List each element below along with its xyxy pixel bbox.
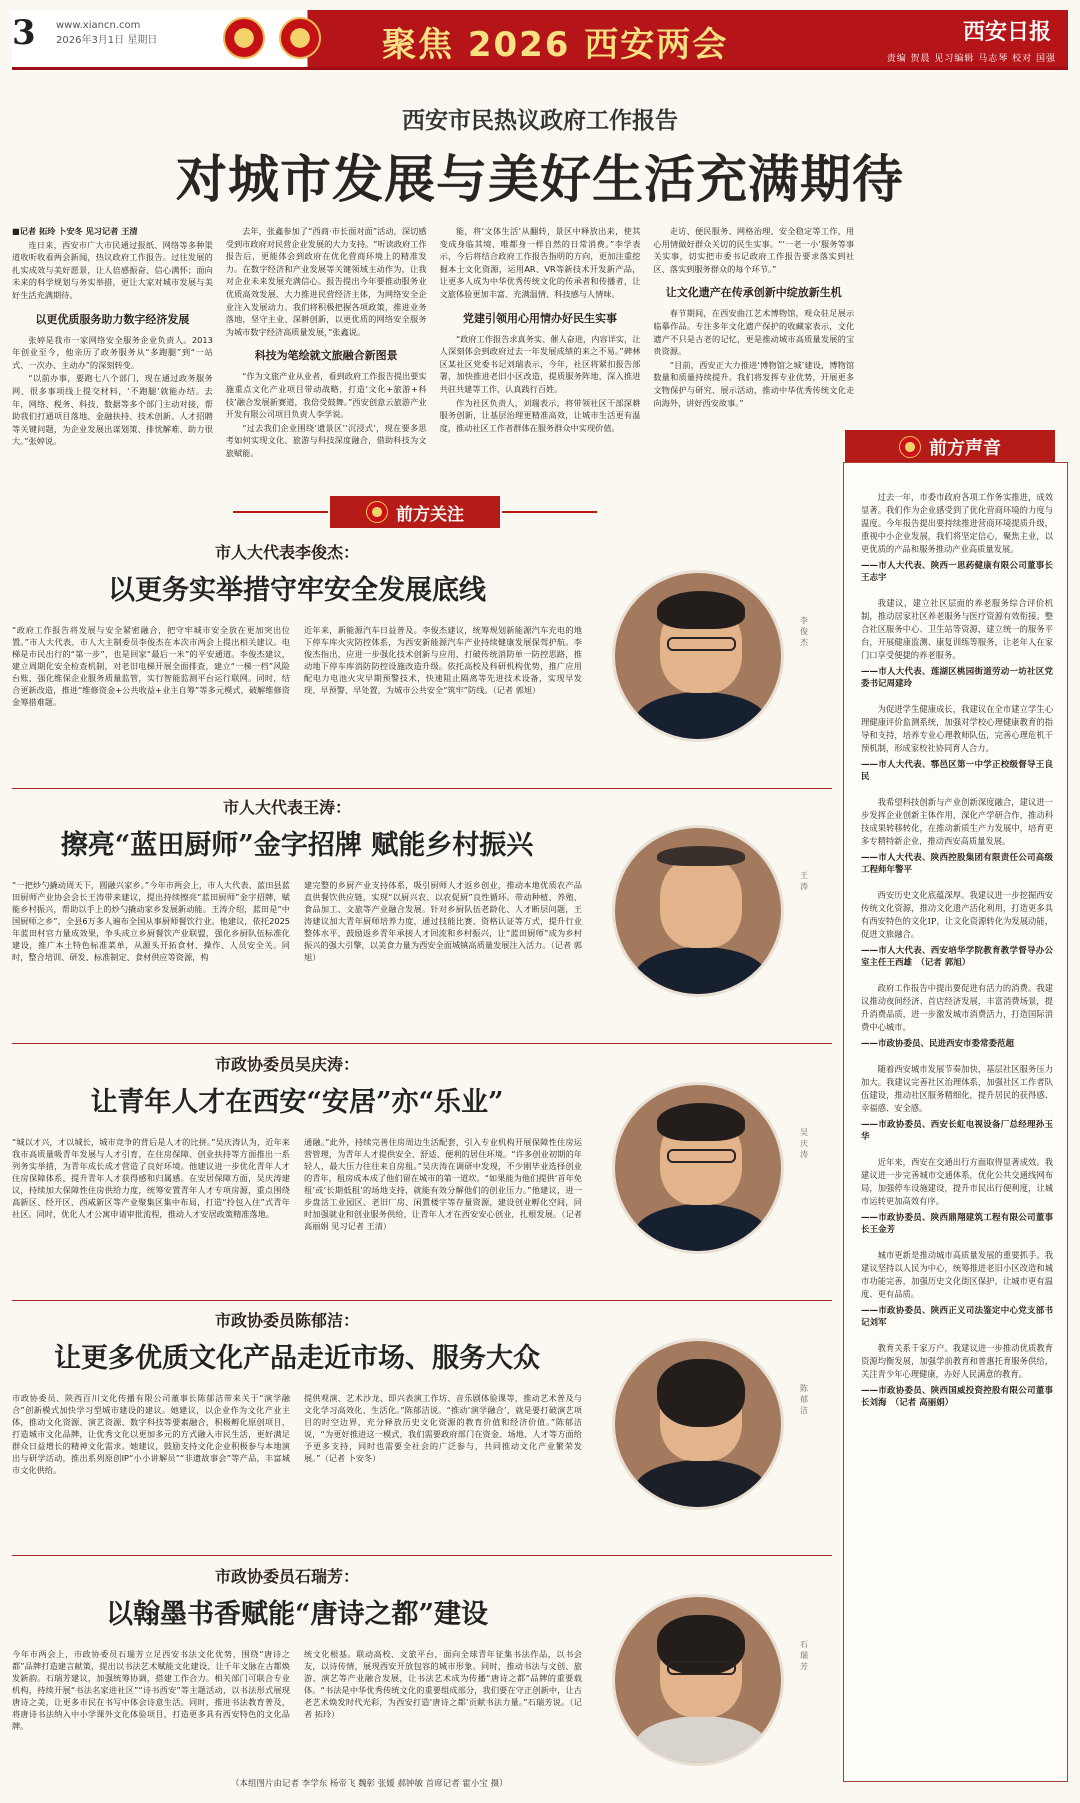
lead-paragraph: 走访、便民服务、网格治理、安全稳定等工作，用心用情做好群众关切的民生实事。“‘一老一小’服务等事关实事，切实把市委书记政府工作报告要求落实到社区、落实到服务群众的每个环节。” bbox=[653, 226, 855, 274]
voice-text: 随着西安城市发展节奏加快，基层社区服务压力加大。我建议完善社区治理体系，加强社区工作者队伍建设，推动社区服务精细化，提升居民的获得感、幸福感、安全感。 bbox=[861, 1064, 1053, 1113]
voice-item bbox=[861, 703, 1053, 783]
story-body: “政府工作报告将发展与安全紧密融合，把守牢城市安全放在更加突出位置。”市人大代表、市人大主制委员李俊杰在本次市两会上提出相关建议。电梯是市民出行的“第一步”，也是回家“最后一米”的平安通道。李俊杰建议，建立周期化安全检查机制，对老旧电梯开展全面排查，建立“一梯一档”风险台账，强化维保企业服务质量监管，实行智能监测平台运行联网。同时，结合更新改造，推进“维修资金+公共收益+业主自筹”等多元模式，破解维修资金筹措难题。 bbox=[12, 625, 290, 707]
story-body: 市政协委员、陕西百川文化传播有限公司董事长陈郁洁带来关于“演学融合”创新模式加快学习型城市建设的建议。她建议，以企业作为文化产业主体，推动文化资源、演艺资源、数字科技等要素融合，积极孵化原创项目，打造城市文化品牌，让优秀文化以更加多元的方式融入市民生活，更好满足群众日益增长的精神文化需求。她建议，鼓励支持文化企业积极参与本地演出与研学活动，推出系列原创IP“小小讲解员”“非遗故事会”等产品，丰富城市文化供给。 bbox=[12, 1393, 290, 1475]
cppcc-emblem-icon bbox=[279, 17, 321, 59]
story-body: “城以才兴，才以城长，城市竞争的背后是人才的比拼。”吴庆涛认为，近年来我市高质量吸青年发展与人才引育，在住房保障、创业扶持等方面推出一系列务实举措，为青年成长成才营造了良好环境。他建议进一步优化青年人才住房保障体系，提升青年人才获得感和归属感。在安居保障方面，吴庆涛建议，持续加大保障性住房供给力度，统筹安置青年人才专项房源，重点围绕高新区、经开区、西咸新区等产业聚集区集中布局，打造“拎包入住”式青年社区。同时，优化人才公寓申请审批流程，推动人才安居政策精准落地。 bbox=[12, 1137, 290, 1219]
page-number: 3 bbox=[12, 13, 36, 53]
story-card bbox=[12, 1564, 832, 1803]
story-headline: 以更务实举措守牢安全发展底线 bbox=[108, 575, 486, 606]
story-kicker: 市政协委员石瑞芳： bbox=[214, 1567, 359, 1586]
story-headline: 让青年人才在西安“安居”亦“乐业” bbox=[90, 1087, 504, 1118]
section-heading: 让文化遗产在传承创新中绽放新生机 bbox=[665, 286, 842, 300]
voice-text: 近年来，西安在交通出行方面取得显著成效。我建议进一步完善城市交通体系，优化公共交通线网布局，加强停车设施建设，提升市民出行便利度，让城市运转更加高效有序。 bbox=[861, 1157, 1053, 1206]
voices-panel bbox=[843, 462, 1068, 1782]
story-kicker: 市政协委员陈郁洁： bbox=[214, 1311, 359, 1330]
voice-item bbox=[861, 1249, 1053, 1329]
story-separator bbox=[12, 1043, 832, 1044]
voice-item bbox=[861, 597, 1053, 690]
story-body: “一把炒勺撬动周天下，圆融兴家乡。”今年市两会上，市人大代表、蓝田县蓝田厨师产业协会会长王涛带来建议，提出持续擦亮“蓝田厨师”金字招牌，赋能乡村振兴，帮助以手上的炒勺撬动家乡发展新动能。王涛介绍，蓝田是“中国厨师之乡”，全县6万多人遍布全国从事厨师餐饮行业。他建议，依托2025年蓝田村官力量成效果，争头成立乡厨餐饮产业联盟，强化乡厨队伍标准化建设，推广本土特色标准菜单，从源头开拓食材、操作、人员安全关。同时，整合培训、研发、标准制定、食材供应等资源，构 bbox=[12, 880, 290, 962]
voice-source: ——市人大代表、陕西控股集团有限责任公司高级工程师年警平 bbox=[861, 853, 1053, 875]
lead-paragraph: 春节期间，在西安曲江艺术博物馆，观众驻足展示临摹作品。专注多年文化遗产保护的收藏家表示，文化遗产不只是古老的记忆，更是推动城市高质量发展的宝贵资源。 bbox=[653, 308, 855, 357]
lead-subtitle: 西安市民热议政府工作报告 bbox=[402, 108, 678, 134]
story-body: 近年来，新能源汽车日益普及。李俊杰建议，统筹规划新能源汽车充电的地下停车库火灾防控体系，为西安新能源汽车产业持续健康发展保驾护航。李俊杰指出，应进一步强化技术创新与应用，打破传统消防单一防控思路，推动地下停车库消防防控设施改造升级。依托高校及科研机构优势，推广应用配电力电池火灾早期预警技术，快速阻止隔离等先进技术设备，实现早发现、早预警、早处置，为城市公共安全“筑牢”防线。（记者 郭旭） bbox=[304, 625, 582, 695]
story-card bbox=[12, 540, 832, 790]
lead-paragraph: “以前办事，要跑七八个部门，现在通过政务服务网、很多事项线上提交材料，‘不跑腿’就能办结。去年，网络、税务、科技、数据等多个部门主动对接，帮助我们打通项目落地、金融扶持、技术创新、人才招聘等关键问题，为企业发展出谋划策、排忧解难、助力很大。”张婷说。 bbox=[12, 373, 213, 447]
story-body: 提供观演、艺术沙龙、即兴表演工作坊、音乐剧体验课等，推动艺术普及与文化学习高效化、生活化。”陈郁洁说。“推动‘演学融合’，就是要打破演艺项目的时空边界，充分释放历史文化资源的教育价值和经济价值。”陈郁洁说，“为更好推进这一模式，我们需要政府部门在资金、场地、人才等方面给予更多支持，同时也需要全社会的广泛参与，共同推动文化产业繁荣发展。”（记者 卜安冬） bbox=[304, 1393, 582, 1463]
story-card bbox=[12, 795, 832, 1045]
lead-paragraph: 连日来，西安市广大市民通过报纸、网络等多种渠道收听收看两会新闻，热议政府工作报告。过往发展的扎实成效与美好愿景，让人倍感振奋、信心满怀；面向未来的科学规划与务实举措，更让大家对城市发展与美好生活充满期待。 bbox=[12, 239, 213, 300]
voice-source: ——市人大代表、莲湖区桃园街道劳动一坊社区党委书记周建玲 bbox=[861, 667, 1053, 689]
voice-item bbox=[861, 491, 1053, 584]
voice-text: 西安历史文化底蕴深厚。我建议进一步挖掘西安传统文化资源，推动文化遗产活化利用，打造更多具有西安特色的文化IP，让文化资源转化为发展动能，促进文旅融合。 bbox=[861, 890, 1053, 939]
newspaper-logo: 西安日报 bbox=[962, 19, 1051, 45]
story-kicker: 市政协委员吴庆涛： bbox=[214, 1055, 359, 1074]
story-body: 建完整的乡厨产业支持体系，吸引厨师人才返乡创业，推动本地优质农产品直供餐饮供应链，实现“以厨兴农、以农促厨”良性循环。带动种植、养殖、食品加工、文旅等产业融合发展。针对乡厨队伍老龄化、人才断层问题，王涛建议加大青年厨师培养力度，通过技能比赛、资格认证等方式，提升行业整体水平，鼓励返乡青年承接人才回流和乡村振兴，让“蓝田厨师”成为乡村振兴的强大引擎，以美食力量为西安全面城镇高质量发展注入活力。（记者 郭旭） bbox=[304, 880, 582, 962]
photo-credit: （本组图片由记者 李学东 杨帝飞 魏彰 张媛 郝钟敏 首席记者 霍小宝 摄） bbox=[231, 1779, 508, 1789]
portrait bbox=[612, 825, 784, 997]
section-label-text: 前方声音 bbox=[929, 438, 1001, 459]
voice-source: ——市人大代表、西安培华学院教育教学督导办公室主任王西雄 （记者 郭旭） bbox=[861, 946, 1053, 968]
voice-text: 过去一年，市委市政府各项工作务实推进，成效显著。我们作为企业感受到了优化营商环境的力度与温度。今年报告提出要持续推进营商环境提质升级，重视中小企业发展，我们将坚定信心，聚焦主业，以更优质的产品和服务推动产业高质量发展。 bbox=[861, 492, 1053, 554]
portrait-caption: 李俊杰 bbox=[800, 616, 808, 647]
voice-source: ——市政协委员、陕西正义司法鉴定中心党支部书记刘军 bbox=[861, 1306, 1053, 1328]
story-body: 通融。”此外，持续完善住房周边生活配套，引入专业机构开展保障性住房运营管理，为青年人才提供安全、舒适、便利的居住环境。“许多创业初期的年轻人，最大压力往往来自房租。”吴庆涛在调研中发现，不少刚毕业选择创业的青年，租房成本成了他们留在城市的第一道坎。“如果能为他们提供‘首年免租’或‘长期低租’的场地支持，就能有效分解他们的创业压力。”他建议，进一步盘活工业园区、老旧厂房、闲置楼宇等存量资源，建设创业孵化空间，同时加强就业和创业服务供给，让青年人才在西安安心创业，扎根发展。（记者 高丽娟 见习记者 王清） bbox=[304, 1137, 582, 1231]
voice-source: ——市政协委员、民进西安市委常委范超 bbox=[861, 1039, 1015, 1049]
lead-paragraph: “目前，西安正大力推进‘博物馆之城’建设，博物馆数量和质量持续提升。我们将发挥专业优势，开展更多文物保护与研究、展示活动，推动中华优秀传统文化走向海外，讲好西安故事。” bbox=[653, 359, 855, 408]
story-body: 统文化根基。联动高校、文旅平台，面向全球青年征集书法作品，以书会友，以诗传情，展现西安开放包容的城市形象。同时，推动书法与文创、旅游、演艺等产业融合发展，让书法艺术成为传播“唐诗之都”品牌的重要载体。“书法是中华优秀传统文化的重要组成部分，我们要在守正创新中，让古老艺术焕发时代光彩，为西安打造‘唐诗之都’贡献书法力量。”石瑞芳说。（记者 拓玲） bbox=[304, 1649, 582, 1719]
lead-title: 对城市发展与美好生活充满期待 bbox=[175, 150, 904, 210]
section-label-text: 前方关注 bbox=[396, 504, 464, 525]
voice-item bbox=[861, 796, 1053, 876]
site-info bbox=[56, 18, 157, 48]
voice-text: 我建议，建立社区层面的养老服务综合评价机制，推动居家社区养老服务与医疗资源有效衔接。整合社区服务中心、卫生站等资源，建立统一的服务平台，开展健康监测、康复训练等服务，让老年人在家门口享受便捷的养老服务。 bbox=[861, 598, 1053, 660]
portrait-caption: 石瑞芳 bbox=[800, 1640, 808, 1671]
portrait bbox=[612, 1082, 784, 1254]
story-kicker: 市人大代表李俊杰： bbox=[214, 543, 359, 562]
portrait-caption: 吴庆涛 bbox=[800, 1128, 808, 1159]
cppcc-emblem-icon bbox=[366, 501, 388, 523]
left-news-area bbox=[12, 540, 832, 1770]
story-card bbox=[12, 1308, 832, 1558]
voice-item bbox=[861, 1342, 1053, 1409]
story-separator bbox=[12, 788, 832, 789]
website[interactable]: www.xiancn.com bbox=[56, 20, 141, 31]
lead-column-4 bbox=[653, 225, 854, 470]
portrait bbox=[612, 1594, 784, 1766]
focus-title: 聚焦 2026 西安两会 bbox=[382, 25, 729, 65]
portrait bbox=[612, 570, 784, 742]
story-kicker: 市人大代表王涛： bbox=[222, 798, 351, 817]
voice-source: ——市政协委员、陕西国威投资控股有限公司董事长刘海 （记者 高丽娟） bbox=[861, 1386, 1053, 1408]
voice-item bbox=[861, 1063, 1053, 1143]
lead-column-1 bbox=[12, 225, 213, 470]
voice-item bbox=[861, 982, 1053, 1050]
lead-paragraph: “政府工作报告求真务实、催人奋进，内容详实，让人深刻体会到政府过去一年发展成绩的来之不易。”碑林区某社区党委书记刘瑞表示，今年，社区将紧扣报告部署，加快推进老旧小区改造，提质服务阵地，深入推进共驻共建等工作，认真践行百姓。 bbox=[439, 333, 641, 394]
portrait-caption: 陈郁洁 bbox=[800, 1384, 808, 1415]
lead-paragraph: 作为社区负责人，刘瑞表示，将带领社区干部深耕服务创新，让基层治理更精准高效，让城市生活更有温度，推动社区工作者群体在服务群众中实现价值。 bbox=[439, 397, 641, 433]
section-label-right bbox=[845, 430, 1055, 464]
lead-paragraph: 张婷是我市一家网络安全服务企业负责人。2013年创业至今，他亲历了政务服务从“多跑腿”到“一站式、一次办、主动办”的深刻转变。 bbox=[12, 334, 213, 370]
voice-text: 为促进学生健康成长，我建议在全市建立学生心理健康评价监测系统，加强对学校心理健康教育的指导和支持，培养专业心理教师队伍，完善心理危机干预机制，形成家校社协同育人合力。 bbox=[861, 704, 1053, 753]
national-emblem-icon bbox=[223, 17, 265, 59]
story-headline: 擦亮“蓝田厨师”金字招牌 赋能乡村振兴 bbox=[60, 830, 534, 861]
page-masthead bbox=[12, 10, 1068, 70]
voice-text: 城市更新是推动城市高质量发展的重要抓手。我建议坚持以人民为中心，统筹推进老旧小区改造和城市功能完善，加强历史文化街区保护，让城市更有温度、更有品质。 bbox=[861, 1250, 1053, 1299]
portrait-caption: 王涛 bbox=[800, 871, 808, 891]
voice-source: ——市人大代表、鄠邑区第一中学正校级督导王良民 bbox=[861, 760, 1053, 782]
cppcc-emblem-icon bbox=[899, 436, 921, 458]
voice-item bbox=[861, 889, 1053, 969]
story-separator bbox=[12, 1555, 832, 1556]
voice-list bbox=[861, 491, 1053, 1422]
story-body: 今年市两会上，市政协委员石瑞芳立足西安书法文化优势，围绕“唐诗之都”品牌打造建言献策，提出以书法艺术赋能文化建设、让千年文脉在古都焕发新韵。石瑞芳建议，加强统筹协调，搭建工作合力。相关部门可联合专业机构，持续开展“书法名家进社区”“诗书西安”等主题活动，以书法形式展现唐诗之美，让更多市民在书写中体会诗意生活。同时，推进书法教育普及，将唐诗书法纳入中小学课外文化体验项目，打造更多具有西安特色的文化品牌。 bbox=[12, 1649, 290, 1731]
voice-source: ——市政协委员、西安长虹电视设备厂总经理孙玉华 bbox=[861, 1120, 1053, 1142]
story-card bbox=[12, 1052, 832, 1302]
lead-paragraph: “作为文旅产业从业者，看到政府工作报告提出要实施重点文化产业项目带动战略，打造‘文化+旅游+科技’融合发展新赛道，我倍受鼓舞。”西安创意云旅游产业开发有限公司项目负责人李学说。 bbox=[225, 371, 427, 420]
section-heading: 科技为笔绘就文旅融合新图景 bbox=[254, 349, 398, 363]
issue-date: 2026年3月1日 星期日 bbox=[56, 35, 158, 46]
story-headline: 以翰墨书香赋能“唐诗之都”建设 bbox=[105, 1599, 489, 1630]
section-label-left bbox=[330, 496, 500, 528]
portrait bbox=[612, 1338, 784, 1510]
lead-paragraph: 能，将‘文体生活’从翻转，景区中释放出来，使其变成身临其境、唯都身一样自然的日常消费。”李学表示，今后将结合政府工作报告指明的方向，更加注重挖掘本土文化资源，运用AR、VR等新技术开发新产品，让更多人成为中华优秀传统文化的传承者和传播者，让文旅体验更加丰富、充满温情、科技感与人情味。 bbox=[439, 226, 641, 299]
voice-text: 政府工作报告中提出要促进有活力的消费。我建议推动夜间经济、首店经济发展，丰富消费场景，提升消费品质，进一步激发城市消费活力，打造国际消费中心城市。 bbox=[861, 983, 1053, 1032]
story-headline: 让更多优质文化产品走近市场、服务大众 bbox=[54, 1343, 540, 1374]
lead-paragraph: 去年，张鑫参加了“西商·市长面对面”活动，深切感受到市政府对民营企业发展的大力支持。“听读政府工作报告后，更能体会到政府在优化营商环境上的精准发力。在数字经济和产业发展等关键领域主动作为，让我对企业未来发展充满信心。报告提出今年要推动服务业优质高效发展、大力推进民营经济主体，为网络安全企业注入发展动力。我们将积极把握各项政策，推进业务落地，坚守主业、深耕创新，以更优质的网络安全服务为城市数字经济高质量发展，”张鑫说。 bbox=[225, 226, 427, 337]
editor-credit: 责编 贺晨 见习编辑 马志琴 校对 国强 bbox=[886, 54, 1056, 64]
section-heading: 以更优质服务助力数字经济发展 bbox=[35, 312, 190, 326]
voice-item bbox=[861, 1156, 1053, 1236]
voice-source: ——市政协委员、陕西鼎翔建筑工程有限公司董事长王金芳 bbox=[861, 1213, 1053, 1235]
voice-text: 我希望科技创新与产业创新深度融合，建议进一步发挥企业创新主体作用，深化产学研合作，推动科技成果转移转化，在推动新质生产力发展中，培育更多专精特新企业，推动西安高质量发展。 bbox=[861, 797, 1053, 846]
lead-column-3 bbox=[440, 225, 641, 470]
section-heading: 党建引领用心用情办好民生实事 bbox=[462, 311, 617, 325]
byline: ■记者 拓玲 卜安冬 见习记者 王清 bbox=[12, 226, 138, 236]
story-separator bbox=[12, 1300, 832, 1301]
lead-column-2 bbox=[226, 225, 427, 470]
voice-source: ——市人大代表、陕西一思药健康有限公司董事长王志宇 bbox=[861, 561, 1053, 583]
voice-text: 教育关系千家万户。我建议进一步推动优质教育资源均衡发展，加强学前教育和普惠托育服务供给，关注青少年心理健康，办好人民满意的教育。 bbox=[861, 1343, 1053, 1379]
lead-paragraph: “过去我们企业围绕‘遗景区’‘沉浸式’，现在要多思考如何实现文化、旅游与科技深度融合，借助科技为文旅赋能。 bbox=[225, 422, 427, 458]
